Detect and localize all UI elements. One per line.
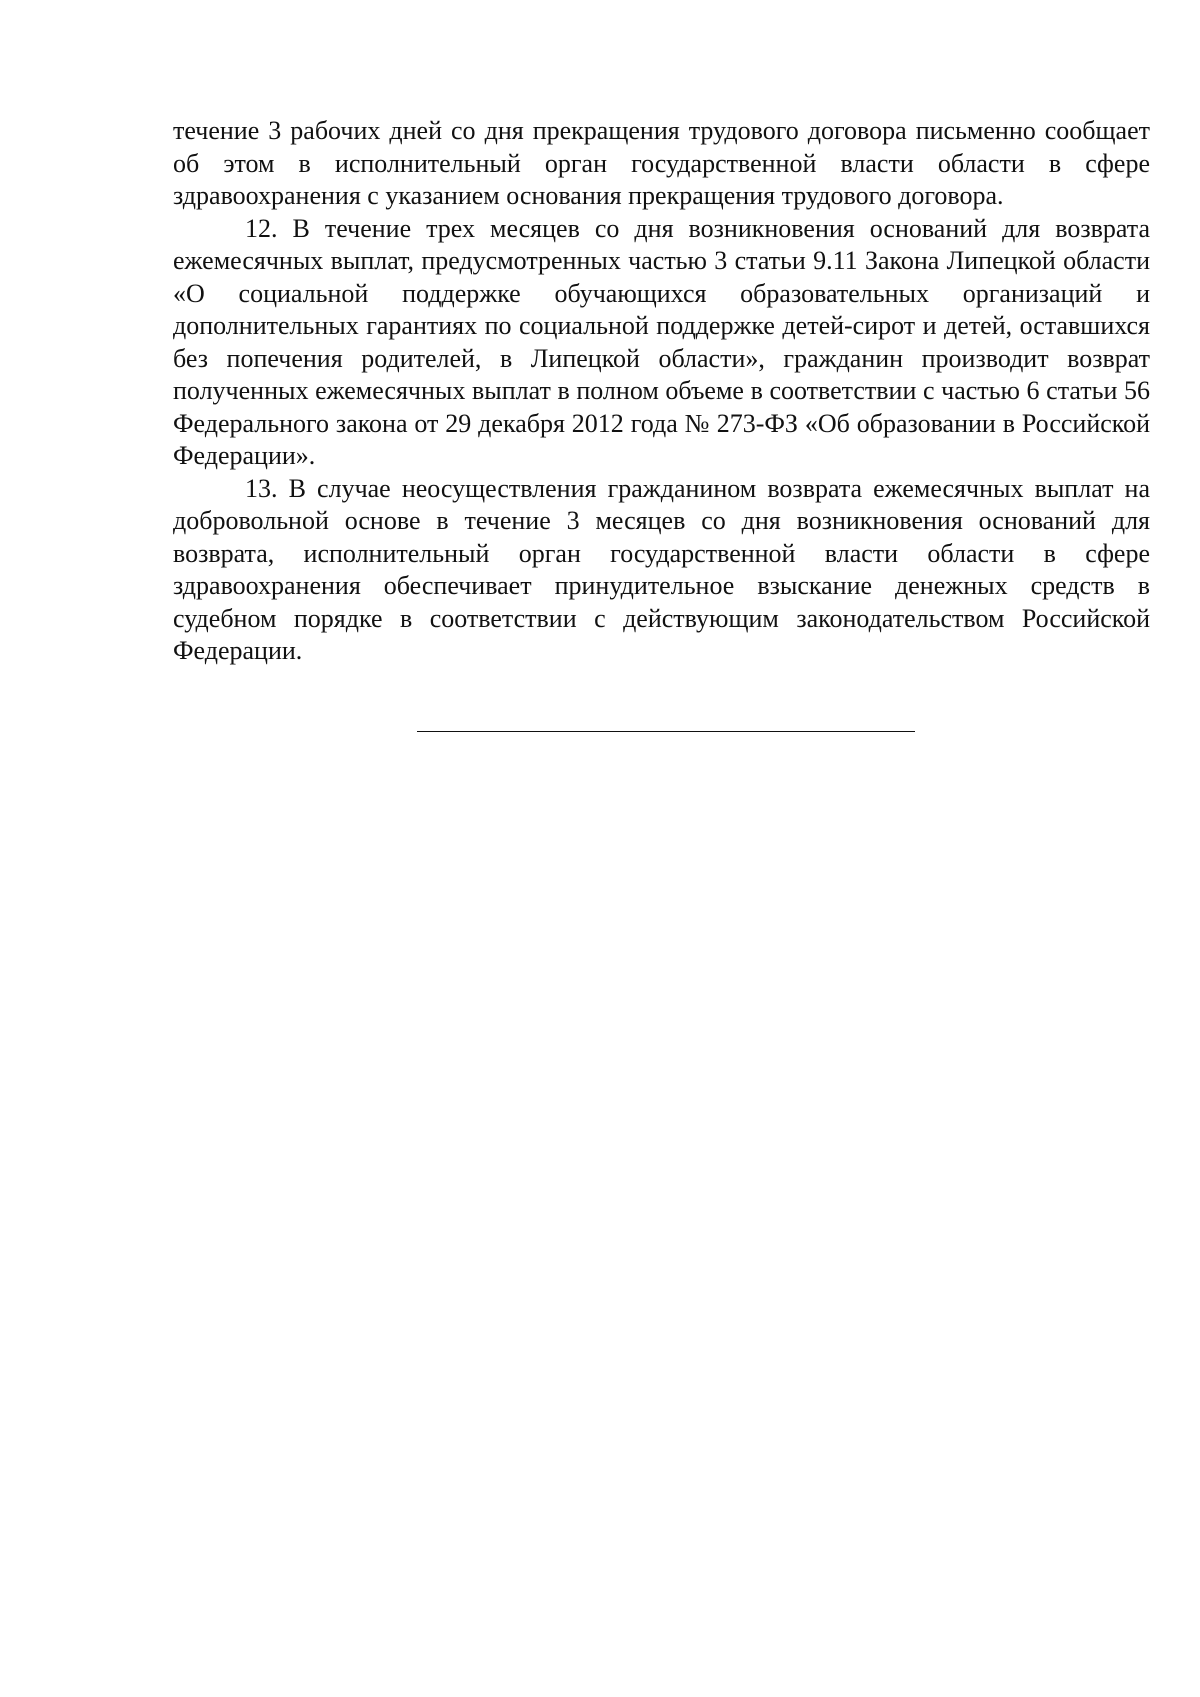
end-of-document-rule bbox=[417, 731, 915, 732]
paragraph-item-12: 12. В течение трех месяцев со дня возникновения оснований для возврата ежемесячных выплат, предусмотренных частью 3 статьи 9.11 Закона Липецкой области «О социальной поддержке обучающихся образовательных организаций и дополнительных гарантиях по социальной поддержке детей-сирот и детей, оставшихся без попечения родителей, в Липецкой области», гражданин производит возврат полученных ежемесячных выплат в полном объеме в соответствии с частью 6 статьи 56 Федерального закона от 29 декабря 2012 года № 273-ФЗ «Об образовании в Российской Федерации». bbox=[173, 213, 1150, 470]
paragraph-item-13: 13. В случае неосуществления гражданином возврата ежемесячных выплат на добровольной основе в течение 3 месяцев со дня возникновения оснований для возврата, исполнительный орган государственной власти области в сфере здравоохранения обеспечивает принудительное взыскание денежных средств в судебном порядке в соответствии с действующим законодательством Российской Федерации. bbox=[173, 473, 1150, 665]
paragraph-continuation: течение 3 рабочих дней со дня прекращения трудового договора письменно сообщает об этом в исполнительный орган государственной власти области в сфере здравоохранения с указанием основания прекращения трудового договора. bbox=[173, 116, 1150, 210]
document-body bbox=[173, 115, 1150, 668]
